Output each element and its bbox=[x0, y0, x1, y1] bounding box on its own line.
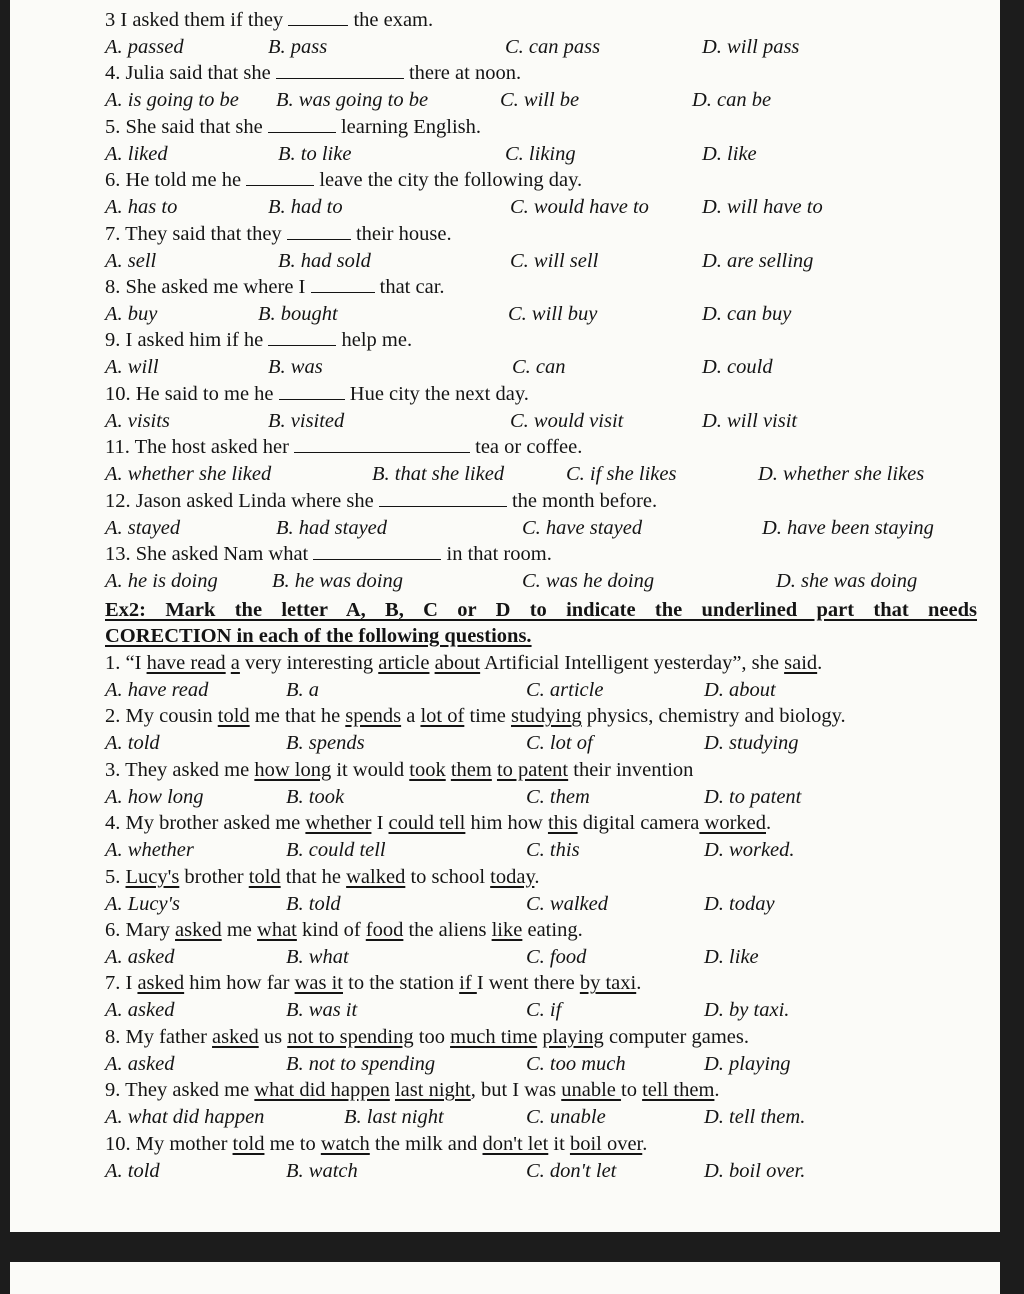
option-d[interactable]: D. to patent bbox=[704, 785, 802, 808]
option-d[interactable]: D. can be bbox=[692, 89, 772, 112]
option-c[interactable]: C. have stayed bbox=[522, 516, 643, 539]
question-text: Artificial Intelligent yesterday”, she bbox=[480, 652, 785, 674]
option-d[interactable]: D. studying bbox=[704, 732, 799, 755]
underlined-part[interactable]: like bbox=[491, 919, 523, 941]
option-d[interactable]: D. like bbox=[702, 142, 757, 165]
underlined-part[interactable]: studying bbox=[511, 705, 582, 728]
option-c[interactable]: C. will sell bbox=[510, 249, 599, 272]
option-b[interactable]: B. pass bbox=[268, 36, 328, 58]
answer-blank[interactable] bbox=[311, 275, 375, 293]
underlined-part[interactable]: lot of bbox=[420, 705, 465, 728]
underlined-part[interactable]: what bbox=[257, 919, 297, 941]
option-a[interactable]: A. stayed bbox=[105, 516, 181, 539]
option-a[interactable]: A. is going to be bbox=[105, 89, 239, 112]
option-b[interactable]: B. had sold bbox=[278, 249, 371, 272]
question-text: 3 I asked them if they bbox=[105, 9, 289, 31]
question-text: . bbox=[534, 865, 540, 888]
option-a[interactable]: A. told bbox=[105, 1159, 160, 1182]
question-text: a bbox=[401, 705, 421, 728]
option-c[interactable]: C. lot of bbox=[526, 732, 593, 755]
option-c[interactable]: C. this bbox=[526, 839, 580, 862]
option-a[interactable]: A. how long bbox=[105, 785, 204, 808]
underlined-part[interactable]: unable bbox=[561, 1079, 622, 1102]
question-text: 12. Jason asked Linda where she bbox=[105, 489, 379, 512]
answer-blank[interactable] bbox=[288, 8, 348, 26]
underlined-part[interactable]: how long bbox=[254, 758, 332, 781]
question-text: 10. My mother bbox=[105, 1132, 233, 1155]
question-text: 4. My brother asked me bbox=[105, 812, 306, 835]
underlined-part[interactable]: if bbox=[459, 972, 477, 995]
option-a[interactable]: A. has to bbox=[105, 196, 178, 219]
option-d[interactable]: D. will have to bbox=[702, 196, 823, 219]
question-text-end: the month before. bbox=[506, 489, 658, 512]
underlined-part[interactable]: was it bbox=[294, 972, 343, 995]
question-text-end: there at noon. bbox=[403, 62, 522, 85]
question-text: that he bbox=[280, 865, 347, 888]
underlined-part[interactable]: not to spending bbox=[287, 1025, 414, 1048]
question-text: physics, chemistry and biology. bbox=[581, 705, 846, 728]
underlined-part[interactable]: took bbox=[409, 758, 446, 781]
option-c[interactable]: C. unable bbox=[526, 1106, 606, 1129]
question-text: eating. bbox=[522, 919, 583, 941]
question-text: 5. bbox=[105, 865, 126, 888]
option-a[interactable]: A. will bbox=[105, 356, 159, 379]
option-a[interactable]: A. whether she liked bbox=[105, 463, 272, 486]
next-page-edge bbox=[10, 1262, 1000, 1294]
option-d[interactable]: D. are selling bbox=[702, 249, 814, 272]
option-a[interactable]: A. visits bbox=[105, 409, 170, 432]
underlined-part[interactable]: don't let bbox=[482, 1132, 549, 1155]
option-b[interactable]: B. bought bbox=[258, 303, 338, 325]
question-text: 8. She asked me where I bbox=[105, 276, 311, 298]
question-ex1-8 bbox=[105, 275, 445, 299]
option-c[interactable]: C. if bbox=[526, 999, 562, 1022]
option-c[interactable]: C. can bbox=[512, 356, 566, 379]
option-a[interactable]: A. have read bbox=[105, 679, 209, 701]
option-a[interactable]: A. asked bbox=[105, 1052, 175, 1075]
option-c[interactable]: C. don't let bbox=[526, 1159, 617, 1182]
option-b[interactable]: B. he was doing bbox=[272, 570, 403, 592]
option-a[interactable]: A. liked bbox=[105, 142, 168, 165]
underlined-part[interactable]: to patent bbox=[496, 758, 569, 781]
option-c[interactable]: C. would visit bbox=[510, 409, 624, 432]
option-b[interactable]: B. a bbox=[286, 679, 320, 701]
question-ex2-9 bbox=[105, 1078, 720, 1102]
question-text: their invention bbox=[568, 758, 694, 781]
underlined-part[interactable]: asked bbox=[137, 972, 185, 995]
question-text: 3. They asked me bbox=[105, 758, 255, 781]
underlined-part[interactable]: food bbox=[365, 919, 404, 941]
question-ex2-6 bbox=[105, 918, 583, 942]
question-text: . bbox=[817, 652, 823, 674]
question-text: him how far bbox=[184, 972, 295, 995]
option-d[interactable]: D. today bbox=[704, 892, 775, 915]
underlined-part[interactable]: could tell bbox=[388, 812, 466, 835]
question-text: 9. They asked me bbox=[105, 1079, 255, 1102]
ex2-heading: Ex2: Mark the letter A, B, C or D to indicate the underlined part that needs bbox=[105, 599, 977, 621]
option-d[interactable]: D. by taxi. bbox=[704, 999, 790, 1022]
option-c[interactable]: C. will be bbox=[500, 89, 580, 112]
question-ex1-6 bbox=[105, 168, 582, 192]
question-ex2-2 bbox=[105, 704, 846, 728]
option-d[interactable]: D. can buy bbox=[702, 303, 792, 325]
option-a[interactable]: A. buy bbox=[105, 303, 158, 325]
underlined-part[interactable]: watch bbox=[320, 1132, 370, 1155]
option-a[interactable]: A. told bbox=[105, 732, 160, 755]
underlined-part[interactable]: tell them bbox=[642, 1079, 715, 1102]
option-c[interactable]: C. food bbox=[526, 946, 587, 968]
question-text: to bbox=[621, 1079, 643, 1102]
question-ex2-7 bbox=[105, 971, 641, 995]
question-text: brother bbox=[179, 865, 249, 888]
underlined-part[interactable]: Lucy's bbox=[125, 865, 180, 888]
answer-blank[interactable] bbox=[246, 168, 314, 186]
question-text: digital camera bbox=[577, 812, 700, 835]
question-text: I went there bbox=[476, 972, 580, 995]
question-text: it would bbox=[331, 758, 410, 781]
underlined-part[interactable]: worked bbox=[699, 812, 766, 835]
underlined-part[interactable]: told bbox=[248, 865, 281, 888]
question-text: me bbox=[221, 919, 258, 941]
underlined-part[interactable]: last night bbox=[394, 1079, 471, 1102]
option-c[interactable]: C. can pass bbox=[505, 36, 601, 58]
option-b[interactable]: B. visited bbox=[268, 409, 345, 432]
ex2-heading-cont: CORECTION in each of the following questions. bbox=[105, 625, 532, 647]
question-text-end: Hue city the next day. bbox=[344, 382, 529, 405]
question-text: 6. Mary bbox=[105, 919, 176, 941]
question-ex2-1 bbox=[105, 651, 822, 675]
underlined-part[interactable]: article bbox=[378, 652, 430, 674]
question-text: 4. Julia said that she bbox=[105, 62, 276, 85]
underlined-part[interactable]: by taxi bbox=[579, 972, 637, 995]
question-ex1-5 bbox=[105, 115, 481, 139]
question-text: kind of bbox=[296, 919, 366, 941]
question-text: 8. My father bbox=[105, 1025, 213, 1048]
question-text: him how bbox=[465, 812, 548, 835]
option-d[interactable]: D. could bbox=[702, 356, 773, 379]
option-b[interactable]: B. had to bbox=[268, 196, 343, 219]
question-text: . bbox=[642, 1132, 648, 1155]
answer-blank[interactable] bbox=[294, 435, 470, 453]
question-text-end: leave the city the following day. bbox=[314, 169, 583, 192]
option-c[interactable]: C. was he doing bbox=[522, 570, 655, 592]
option-d[interactable]: D. boil over. bbox=[704, 1159, 806, 1182]
option-b[interactable]: B. to like bbox=[278, 142, 352, 165]
option-d[interactable]: D. like bbox=[704, 946, 759, 968]
question-text: 7. I bbox=[105, 972, 138, 995]
option-a[interactable]: A. passed bbox=[105, 36, 184, 58]
question-text: 6. He told me he bbox=[105, 169, 247, 192]
underlined-part[interactable]: playing bbox=[542, 1025, 604, 1048]
underlined-part[interactable]: a bbox=[230, 652, 240, 674]
question-ex1-13 bbox=[105, 542, 552, 566]
question-text: very interesting bbox=[239, 652, 379, 674]
question-text: 2. My cousin bbox=[105, 705, 218, 728]
option-a[interactable]: A. asked bbox=[105, 999, 175, 1022]
question-text: 7. They said that they bbox=[105, 222, 287, 245]
option-d[interactable]: D. have been staying bbox=[762, 516, 934, 539]
question-text: 9. I asked him if he bbox=[105, 329, 269, 352]
option-c[interactable]: C. if she likes bbox=[566, 463, 677, 486]
question-text: to the station bbox=[343, 972, 460, 995]
option-c[interactable]: C. will buy bbox=[508, 303, 598, 325]
question-text: me that he bbox=[249, 705, 346, 728]
question-ex2-3 bbox=[105, 758, 693, 782]
question-ex1-3 bbox=[105, 8, 433, 32]
option-d[interactable]: D. will visit bbox=[702, 409, 798, 432]
answer-blank[interactable] bbox=[276, 61, 404, 79]
question-text: 1. “I bbox=[105, 652, 147, 674]
underlined-part[interactable]: them bbox=[450, 758, 492, 781]
option-b[interactable]: B. spends bbox=[286, 732, 365, 755]
answer-blank[interactable] bbox=[313, 542, 441, 560]
option-b[interactable]: B. could tell bbox=[286, 839, 386, 862]
underlined-part[interactable]: boil over bbox=[569, 1132, 643, 1155]
option-b[interactable]: B. told bbox=[286, 892, 341, 915]
question-ex2-4 bbox=[105, 811, 771, 835]
question-text: 5. She said that she bbox=[105, 115, 268, 138]
option-c[interactable]: C. article bbox=[526, 679, 604, 701]
answer-blank[interactable] bbox=[279, 382, 345, 400]
option-b[interactable]: B. not to spending bbox=[286, 1052, 436, 1075]
question-text-end: learning English. bbox=[335, 115, 482, 138]
question-text: 13. She asked Nam what bbox=[105, 543, 314, 565]
answer-blank[interactable] bbox=[268, 115, 336, 133]
underlined-part[interactable]: spends bbox=[345, 705, 402, 728]
option-c[interactable]: C. liking bbox=[505, 142, 576, 165]
option-c[interactable]: C. walked bbox=[526, 892, 608, 915]
answer-blank[interactable] bbox=[287, 222, 351, 240]
underlined-part[interactable]: asked bbox=[175, 919, 222, 941]
underlined-part[interactable]: said bbox=[784, 652, 818, 674]
question-ex1-9 bbox=[105, 328, 412, 352]
option-b[interactable]: B. watch bbox=[286, 1159, 358, 1182]
option-d[interactable]: D. will pass bbox=[702, 36, 800, 58]
question-ex2-10 bbox=[105, 1132, 647, 1156]
underlined-part[interactable]: what did happen bbox=[254, 1079, 390, 1102]
question-text: time bbox=[464, 705, 511, 728]
underlined-part[interactable]: today bbox=[490, 865, 535, 888]
option-b[interactable]: B. was going to be bbox=[276, 89, 429, 112]
question-text: computer games. bbox=[603, 1025, 749, 1048]
question-text: the aliens bbox=[403, 919, 492, 941]
answer-blank[interactable] bbox=[268, 328, 336, 346]
option-b[interactable]: B. was it bbox=[286, 999, 358, 1022]
underlined-part[interactable]: whether bbox=[305, 812, 372, 835]
question-text: it bbox=[548, 1132, 570, 1155]
option-d[interactable]: D. she was doing bbox=[776, 570, 918, 592]
question-ex1-4 bbox=[105, 61, 521, 85]
question-ex1-7 bbox=[105, 222, 452, 246]
question-text: , but I was bbox=[470, 1079, 562, 1102]
question-text: . bbox=[714, 1079, 720, 1102]
option-a[interactable]: A. asked bbox=[105, 946, 175, 968]
underlined-part[interactable]: about bbox=[434, 652, 481, 674]
question-text-end: tea or coffee. bbox=[470, 436, 583, 459]
question-text: the milk and bbox=[369, 1132, 483, 1155]
question-text: . bbox=[766, 812, 772, 835]
question-text: I bbox=[371, 812, 389, 835]
option-b[interactable]: B. last night bbox=[344, 1106, 444, 1129]
underlined-part[interactable]: much time bbox=[450, 1025, 538, 1048]
underlined-part[interactable]: this bbox=[547, 812, 578, 835]
option-a[interactable]: A. whether bbox=[105, 839, 194, 862]
worksheet-page bbox=[10, 0, 1000, 1232]
question-text: 11. The host asked her bbox=[105, 436, 295, 459]
answer-blank[interactable] bbox=[379, 489, 507, 507]
question-text: to school bbox=[405, 865, 491, 888]
option-c[interactable]: C. them bbox=[526, 785, 590, 808]
option-c[interactable]: C. too much bbox=[526, 1052, 626, 1075]
option-d[interactable]: D. worked. bbox=[704, 839, 795, 862]
underlined-part[interactable]: asked bbox=[212, 1025, 259, 1048]
question-ex1-11 bbox=[105, 435, 582, 459]
option-d[interactable]: D. playing bbox=[704, 1052, 791, 1075]
question-text: . bbox=[636, 972, 642, 995]
underlined-part[interactable]: have read bbox=[146, 652, 226, 674]
question-text-end: their house. bbox=[350, 222, 452, 245]
option-a[interactable]: A. what did happen bbox=[105, 1106, 265, 1129]
question-text-end: help me. bbox=[336, 329, 413, 352]
question-text-end: in that room. bbox=[441, 543, 552, 565]
option-b[interactable]: B. that she liked bbox=[372, 463, 505, 486]
option-c[interactable]: C. would have to bbox=[510, 196, 649, 219]
question-ex2-5 bbox=[105, 865, 540, 889]
underlined-part[interactable]: told bbox=[217, 705, 250, 728]
option-d[interactable]: D. tell them. bbox=[704, 1106, 806, 1129]
question-text-end: the exam. bbox=[348, 9, 434, 31]
option-a[interactable]: A. Lucy's bbox=[105, 892, 180, 915]
question-text: us bbox=[258, 1025, 288, 1048]
question-ex2-8 bbox=[105, 1025, 749, 1049]
question-text: me to bbox=[264, 1132, 321, 1155]
option-d[interactable]: D. whether she likes bbox=[758, 463, 925, 486]
question-ex1-10 bbox=[105, 382, 529, 406]
option-b[interactable]: B. was bbox=[268, 356, 323, 379]
underlined-part[interactable]: walked bbox=[346, 865, 406, 888]
option-a[interactable]: A. he is doing bbox=[105, 570, 218, 592]
option-b[interactable]: B. had stayed bbox=[276, 516, 388, 539]
question-text-end: that car. bbox=[374, 276, 445, 298]
option-b[interactable]: B. what bbox=[286, 946, 349, 968]
option-a[interactable]: A. sell bbox=[105, 249, 157, 272]
option-b[interactable]: B. took bbox=[286, 785, 345, 808]
underlined-part[interactable]: told bbox=[232, 1132, 265, 1155]
option-d[interactable]: D. about bbox=[704, 679, 776, 701]
question-text: 10. He said to me he bbox=[105, 382, 279, 405]
question-ex1-12 bbox=[105, 489, 657, 513]
question-text: too bbox=[413, 1025, 451, 1048]
